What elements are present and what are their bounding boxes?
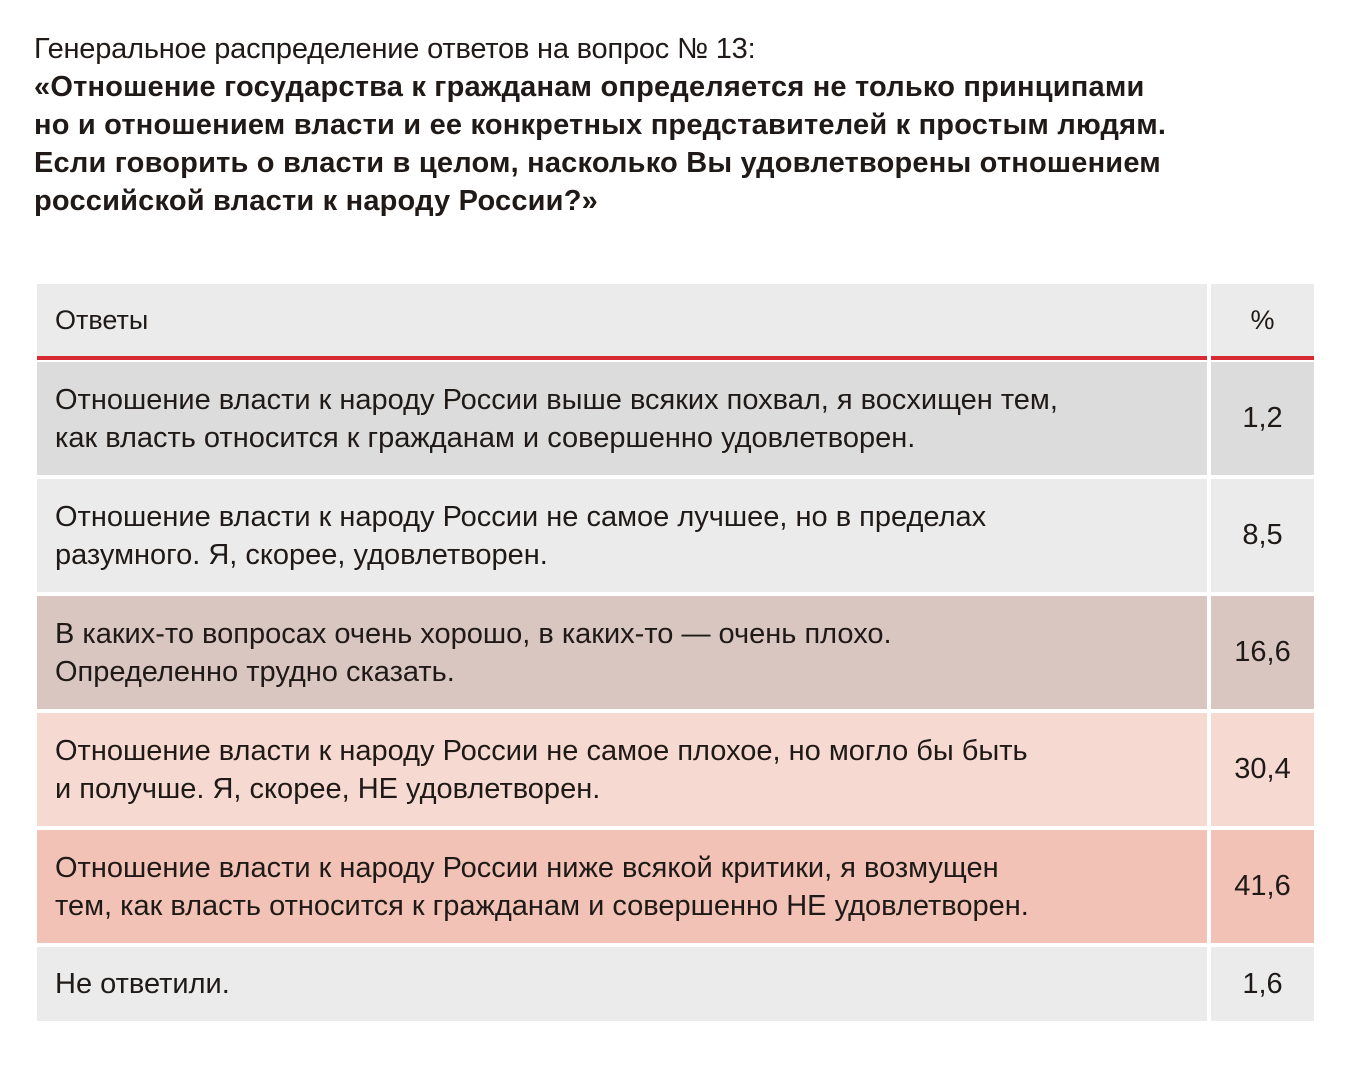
answer-cell: [37, 362, 1207, 475]
answer-text: [55, 498, 986, 574]
column-header-answers: Ответы: [37, 284, 1207, 356]
answer-text: [55, 849, 1029, 925]
table-row: [37, 362, 1314, 475]
answer-text: [55, 965, 230, 1003]
answer-text: [55, 615, 892, 691]
answer-text: [55, 381, 1058, 457]
table-header-row: [37, 284, 1314, 356]
answer-line: и получше. Я, скорее, НЕ удовлетворен.: [55, 772, 601, 805]
percent-value: 41,6: [1211, 830, 1314, 943]
answer-line: тем, как власть относится к гражданам и совершенно НЕ удовлетворен.: [55, 889, 1029, 922]
header-rule: [37, 356, 1314, 360]
header-rule-answers: [37, 356, 1207, 360]
heading: [34, 30, 1324, 220]
percent-value: 8,5: [1211, 479, 1314, 592]
answer-cell: [37, 947, 1207, 1021]
title-line: «Отношение государства к гражданам определяется не только принципами: [34, 71, 1145, 103]
table-row: [37, 596, 1314, 709]
table-row: [37, 830, 1314, 943]
chart-subtitle: Генеральное распределение ответов на вопрос № 13:: [34, 33, 756, 65]
table-body: [37, 362, 1314, 1021]
table-row: [37, 479, 1314, 592]
table-row: [37, 713, 1314, 826]
table-row: [37, 947, 1314, 1021]
header-rule-percent: [1211, 356, 1314, 360]
results-table: [37, 284, 1314, 1025]
chart-title: [34, 68, 1324, 220]
column-header-percent: %: [1211, 284, 1314, 356]
title-line: Если говорить о власти в целом, насколько Вы удовлетворены отношением: [34, 147, 1161, 179]
answer-line: как власть относится к гражданам и совершенно удовлетворен.: [55, 421, 916, 454]
answer-line: разумного. Я, скорее, удовлетворен.: [55, 538, 548, 571]
answer-line: В каких-то вопросах очень хорошо, в каких-то — очень плохо.: [55, 617, 892, 650]
title-line: российской власти к народу России?»: [34, 185, 598, 217]
answer-cell: [37, 596, 1207, 709]
answer-line: Отношение власти к народу России не самое плохое, но могло бы быть: [55, 734, 1028, 767]
answer-line: Не ответили.: [55, 968, 230, 1000]
answer-cell: [37, 713, 1207, 826]
percent-value: 1,2: [1211, 362, 1314, 475]
answer-line: Отношение власти к народу России выше всяких похвал, я восхищен тем,: [55, 383, 1058, 416]
answer-line: Отношение власти к народу России не самое лучшее, но в пределах: [55, 500, 987, 533]
answer-cell: [37, 830, 1207, 943]
answer-line: Отношение власти к народу России ниже всякой критики, я возмущен: [55, 851, 999, 884]
answer-line: Определенно трудно сказать.: [55, 655, 455, 688]
percent-value: 1,6: [1211, 947, 1314, 1021]
answer-cell: [37, 479, 1207, 592]
answer-text: [55, 732, 1028, 808]
title-line: но и отношением власти и ее конкретных представителей к простым людям.: [34, 109, 1167, 141]
percent-value: 16,6: [1211, 596, 1314, 709]
percent-value: 30,4: [1211, 713, 1314, 826]
